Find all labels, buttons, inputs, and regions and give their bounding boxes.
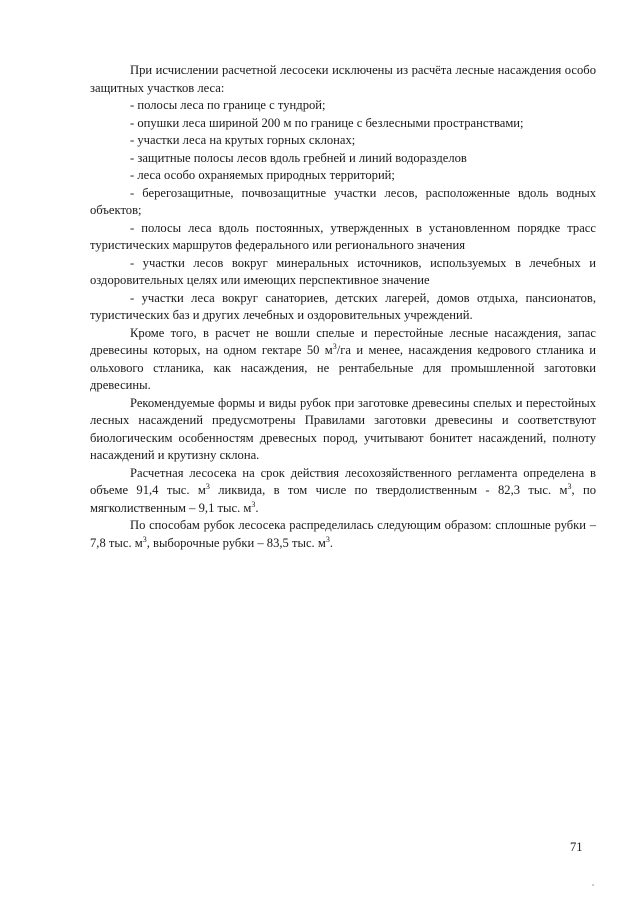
list-item-tundra: - полосы леса по границе с тундрой;: [130, 98, 326, 112]
volume-text-2: ликвида, в том числе по твердолиственным - 82,3 тыс. м: [209, 483, 568, 497]
list-item-edges: - опушки леса шириной 200 м по границе с безлесными пространствами;: [130, 115, 524, 130]
body-text: [90, 62, 596, 552]
excluded-text-2: /га и менее, насаждения кедрового стланика и ольхового стланика, как насаждения, не рентабельные для промышленной заготовки древесины.: [90, 343, 596, 392]
volume-text-4: .: [255, 500, 259, 515]
methods-text-3: .: [329, 535, 333, 550]
list-item-tourist-routes: - полосы леса вдоль постоянных, утвержденных в установленном порядке трасс туристических маршрутов федерального или регионального значения: [90, 220, 596, 252]
scan-speck: [592, 884, 594, 886]
volume-text-1: Расчетная лесосека на срок действия лесохозяйственного регламента определена в объеме 91,4 тыс. м: [90, 465, 596, 497]
unit-superscript: 3: [332, 341, 337, 351]
methods-text-1: По способам рубок лесосека распределилась следующим образом: сплошные рубки – 7,8 тыс. м: [90, 518, 596, 550]
volume-paragraph: [90, 465, 596, 518]
unit-superscript: 3: [251, 499, 256, 509]
page-number: 71: [570, 840, 583, 854]
unit-superscript: 3: [325, 534, 330, 544]
list-item-water-protection: - берегозащитные, почвозащитные участки лесов, расположенные вдоль водных объектов;: [90, 185, 596, 217]
list-item-mineral-springs: - участки лесов вокруг минеральных источников, используемых в лечебных и оздоровительных целях или имеющих перспективное значение: [90, 255, 596, 287]
unit-superscript: 3: [205, 481, 210, 491]
volume-text-3: , по мягколиственным – 9,1 тыс. м: [90, 483, 596, 515]
list-item-ridges: - защитные полосы лесов вдоль гребней и линий водоразделов: [130, 150, 467, 165]
forms-paragraph: Рекомендуемые формы и виды рубок при заготовке древесины спелых и перестойных лесных насаждений предусмотрены Правилами заготовки древесины и соответствуют биологическим особенностям древесных пород, учитывают бонитет насаждений, полноту насаждений и крутизну склона.: [90, 395, 596, 462]
unit-superscript: 3: [567, 481, 572, 491]
methods-paragraph: [90, 517, 596, 552]
intro-paragraph: При исчислении расчетной лесосеки исключены из расчёта лесные насаждения особо защитных участков леса:: [90, 63, 596, 95]
unit-superscript: 3: [142, 534, 147, 544]
methods-text-2: , выборочные рубки – 83,5 тыс. м: [146, 535, 326, 550]
excluded-text-1: Кроме того, в расчет не вошли спелые и перестойные лесные насаждения, запас древесины которых, на одном гектаре 50 м: [90, 325, 596, 357]
list-item-sanatoriums: - участки леса вокруг санаториев, детских лагерей, домов отдыха, пансионатов, туристических баз и других лечебных и оздоровительных учреждений.: [90, 290, 596, 322]
excluded-paragraph: [90, 325, 596, 395]
list-item-slopes: - участки леса на крутых горных склонах;: [130, 133, 356, 147]
list-item-protected-areas: - леса особо охраняемых природных территорий;: [130, 168, 395, 182]
